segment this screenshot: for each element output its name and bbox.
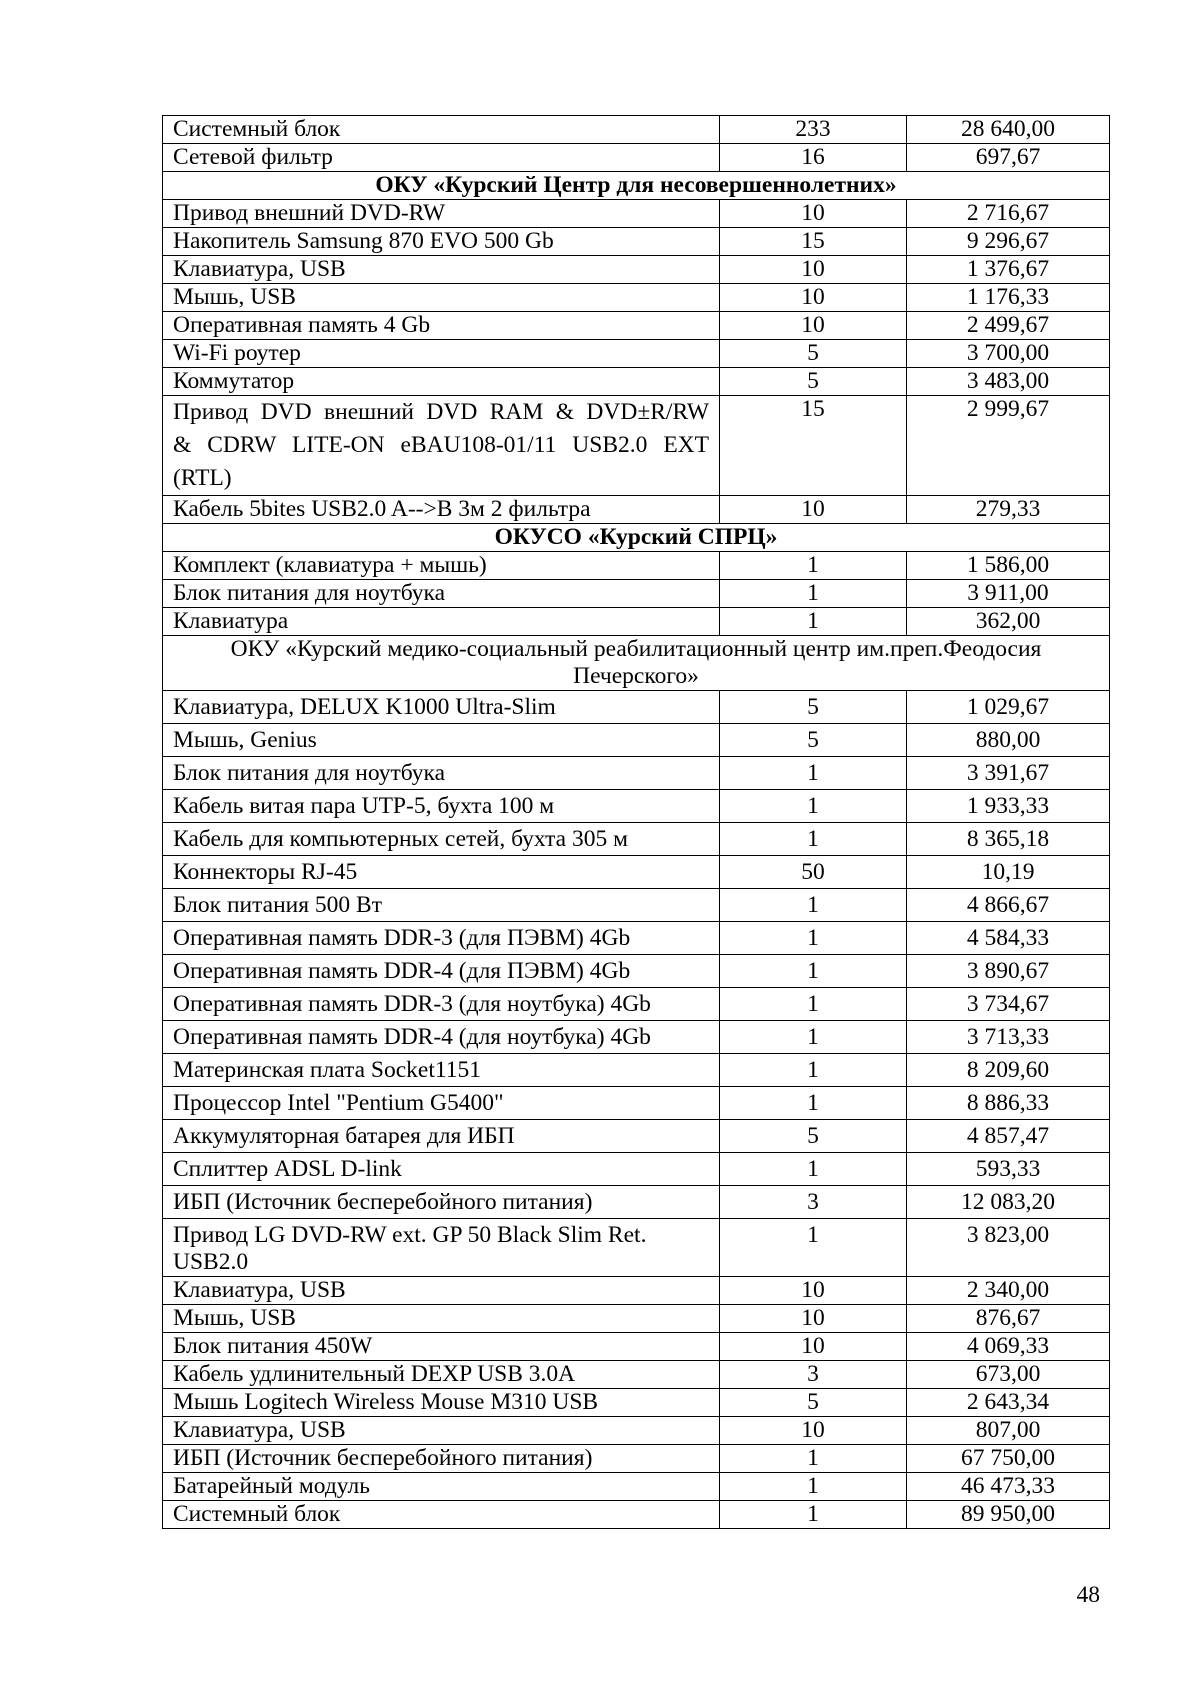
item-amount-cell: 1 933,33 — [907, 790, 1110, 823]
item-amount-cell: 2 999,67 — [907, 396, 1110, 496]
item-amount-cell: 8 886,33 — [907, 1087, 1110, 1120]
table-row — [163, 1501, 1110, 1529]
table-row — [163, 496, 1110, 524]
table-row — [163, 922, 1110, 955]
page-number: 48 — [1076, 1582, 1100, 1608]
item-quantity-cell: 1 — [720, 580, 907, 608]
section-title: ОКУ «Курский Центр для несовершеннолетних» — [163, 172, 1110, 200]
item-name-cell: Накопитель Samsung 870 EVO 500 Gb — [163, 228, 720, 256]
item-quantity-cell: 1 — [720, 552, 907, 580]
table-row — [163, 1219, 1110, 1277]
item-amount-cell: 3 890,67 — [907, 955, 1110, 988]
item-name-cell: Комплект (клавиатура + мышь) — [163, 552, 720, 580]
item-name-cell: Клавиатура — [163, 608, 720, 636]
item-quantity-cell: 10 — [720, 1277, 907, 1305]
item-amount-cell: 880,00 — [907, 724, 1110, 757]
item-name-cell: Системный блок — [163, 116, 720, 144]
item-quantity-cell: 10 — [720, 1305, 907, 1333]
table-row — [163, 889, 1110, 922]
section-header-row — [163, 172, 1110, 200]
item-amount-cell: 673,00 — [907, 1361, 1110, 1389]
item-amount-cell: 3 911,00 — [907, 580, 1110, 608]
table-row — [163, 396, 1110, 496]
item-amount-cell: 3 391,67 — [907, 757, 1110, 790]
item-quantity-cell: 1 — [720, 757, 907, 790]
item-name-cell: Кабель 5bites USB2.0 A-->B 3м 2 фильтра — [163, 496, 720, 524]
item-amount-cell: 4 584,33 — [907, 922, 1110, 955]
table-row — [163, 955, 1110, 988]
item-quantity-cell: 1 — [720, 889, 907, 922]
item-amount-cell: 4 857,47 — [907, 1120, 1110, 1153]
table-row — [163, 580, 1110, 608]
item-quantity-cell: 1 — [720, 988, 907, 1021]
item-quantity-cell: 5 — [720, 1389, 907, 1417]
item-name-cell: Оперативная память DDR-4 (для ноутбука) 4Gb — [163, 1021, 720, 1054]
item-amount-cell: 2 340,00 — [907, 1277, 1110, 1305]
item-amount-cell: 9 296,67 — [907, 228, 1110, 256]
item-amount-cell: 1 586,00 — [907, 552, 1110, 580]
table-row — [163, 1417, 1110, 1445]
item-amount-cell: 697,67 — [907, 144, 1110, 172]
item-name-cell: Клавиатура, DELUX K1000 Ultra-Slim — [163, 691, 720, 724]
item-quantity-cell: 10 — [720, 312, 907, 340]
item-name-cell: Батарейный модуль — [163, 1473, 720, 1501]
item-amount-cell: 89 950,00 — [907, 1501, 1110, 1529]
section-header-row — [163, 636, 1110, 691]
item-name-cell: Привод внешний DVD-RW — [163, 200, 720, 228]
item-quantity-cell: 10 — [720, 200, 907, 228]
item-quantity-cell: 16 — [720, 144, 907, 172]
item-amount-cell: 67 750,00 — [907, 1445, 1110, 1473]
item-amount-cell: 3 483,00 — [907, 368, 1110, 396]
item-quantity-cell: 1 — [720, 1087, 907, 1120]
table-row — [163, 228, 1110, 256]
item-quantity-cell: 1 — [720, 1501, 907, 1529]
item-amount-cell: 1 376,67 — [907, 256, 1110, 284]
table-row — [163, 1445, 1110, 1473]
table-row — [163, 116, 1110, 144]
item-amount-cell: 279,33 — [907, 496, 1110, 524]
item-amount-cell: 3 713,33 — [907, 1021, 1110, 1054]
item-name-cell: Клавиатура, USB — [163, 256, 720, 284]
item-quantity-cell: 1 — [720, 1021, 907, 1054]
equipment-table — [162, 115, 1110, 1529]
item-name-cell: Оперативная память DDR-4 (для ПЭВМ) 4Gb — [163, 955, 720, 988]
item-name-cell: Мышь, USB — [163, 284, 720, 312]
item-amount-cell: 593,33 — [907, 1153, 1110, 1186]
item-quantity-cell: 10 — [720, 256, 907, 284]
table-row — [163, 1389, 1110, 1417]
item-quantity-cell: 1 — [720, 608, 907, 636]
item-name-cell: Кабель для компьютерных сетей, бухта 305 м — [163, 823, 720, 856]
item-quantity-cell: 233 — [720, 116, 907, 144]
item-name-cell: Мышь Logitech Wireless Mouse M310 USB — [163, 1389, 720, 1417]
item-amount-cell: 28 640,00 — [907, 116, 1110, 144]
item-name-cell: Коннекторы RJ-45 — [163, 856, 720, 889]
item-amount-cell: 362,00 — [907, 608, 1110, 636]
item-name-cell: Сплиттер ADSL D-link — [163, 1153, 720, 1186]
item-amount-cell: 8 209,60 — [907, 1054, 1110, 1087]
item-name-cell: Кабель витая пара UTP-5, бухта 100 м — [163, 790, 720, 823]
item-amount-cell: 2 716,67 — [907, 200, 1110, 228]
item-quantity-cell: 1 — [720, 1473, 907, 1501]
item-quantity-cell: 1 — [720, 922, 907, 955]
item-quantity-cell: 3 — [720, 1186, 907, 1219]
item-quantity-cell: 1 — [720, 1219, 907, 1277]
item-name-cell: Аккумуляторная батарея для ИБП — [163, 1120, 720, 1153]
item-quantity-cell: 1 — [720, 1054, 907, 1087]
item-name-cell: Блок питания для ноутбука — [163, 580, 720, 608]
item-quantity-cell: 1 — [720, 790, 907, 823]
table-row — [163, 1333, 1110, 1361]
item-amount-cell: 3 823,00 — [907, 1219, 1110, 1277]
table-row — [163, 856, 1110, 889]
item-amount-cell: 876,67 — [907, 1305, 1110, 1333]
table-row — [163, 144, 1110, 172]
item-name-cell: Материнская плата Socket1151 — [163, 1054, 720, 1087]
item-name-cell: Сетевой фильтр — [163, 144, 720, 172]
table-row — [163, 1087, 1110, 1120]
item-name-cell: Блок питания 500 Вт — [163, 889, 720, 922]
item-amount-cell: 4 866,67 — [907, 889, 1110, 922]
table-row — [163, 1473, 1110, 1501]
item-name-cell: Wi-Fi роутер — [163, 340, 720, 368]
table-row — [163, 790, 1110, 823]
item-quantity-cell: 1 — [720, 1153, 907, 1186]
item-name-cell: Привод LG DVD-RW ext. GP 50 Black Slim Ret. USB2.0 — [163, 1219, 720, 1277]
section-title: ОКУ «Курский медико-социальный реабилитационный центр им.преп.Феодосия Печерского» — [163, 636, 1110, 691]
table-row — [163, 1120, 1110, 1153]
table-row — [163, 1186, 1110, 1219]
item-amount-cell: 4 069,33 — [907, 1333, 1110, 1361]
item-amount-cell: 807,00 — [907, 1417, 1110, 1445]
table-row — [163, 1277, 1110, 1305]
table-row — [163, 988, 1110, 1021]
item-quantity-cell: 1 — [720, 955, 907, 988]
item-name-cell: Клавиатура, USB — [163, 1417, 720, 1445]
table-row — [163, 1305, 1110, 1333]
item-quantity-cell: 5 — [720, 340, 907, 368]
item-quantity-cell: 15 — [720, 228, 907, 256]
item-name-cell: Кабель удлинительный DEXP USB 3.0A — [163, 1361, 720, 1389]
item-name-cell: Системный блок — [163, 1501, 720, 1529]
item-name-cell: ИБП (Источник бесперебойного питания) — [163, 1186, 720, 1219]
item-quantity-cell: 10 — [720, 1333, 907, 1361]
item-name-cell: Мышь, Genius — [163, 724, 720, 757]
section-title: ОКУСО «Курский СПРЦ» — [163, 524, 1110, 552]
item-amount-cell: 12 083,20 — [907, 1186, 1110, 1219]
item-name-cell: Коммутатор — [163, 368, 720, 396]
table-row — [163, 691, 1110, 724]
table-row — [163, 608, 1110, 636]
table-row — [163, 1021, 1110, 1054]
table-row — [163, 757, 1110, 790]
table-row — [163, 256, 1110, 284]
item-quantity-cell: 10 — [720, 1417, 907, 1445]
item-name-cell: Привод DVD внешний DVD RAM & DVD±R/RW & CDRW LITE-ON eBAU108-01/11 USB2.0 EXT (RTL) — [163, 396, 720, 496]
item-quantity-cell: 5 — [720, 368, 907, 396]
item-name-cell: Оперативная память DDR-3 (для ноутбука) 4Gb — [163, 988, 720, 1021]
item-quantity-cell: 5 — [720, 1120, 907, 1153]
table-row — [163, 724, 1110, 757]
item-quantity-cell: 10 — [720, 284, 907, 312]
item-amount-cell: 8 365,18 — [907, 823, 1110, 856]
table-row — [163, 1361, 1110, 1389]
item-quantity-cell: 50 — [720, 856, 907, 889]
item-quantity-cell: 1 — [720, 1445, 907, 1473]
item-name-cell: Блок питания 450W — [163, 1333, 720, 1361]
table-row — [163, 200, 1110, 228]
item-amount-cell: 1 176,33 — [907, 284, 1110, 312]
item-quantity-cell: 10 — [720, 496, 907, 524]
table-row — [163, 1054, 1110, 1087]
item-amount-cell: 2 643,34 — [907, 1389, 1110, 1417]
item-name-cell: Клавиатура, USB — [163, 1277, 720, 1305]
item-amount-cell: 3 700,00 — [907, 340, 1110, 368]
item-name-cell: Процессор Intel "Pentium G5400" — [163, 1087, 720, 1120]
item-quantity-cell: 1 — [720, 823, 907, 856]
section-header-row — [163, 524, 1110, 552]
table-row — [163, 823, 1110, 856]
table-row — [163, 552, 1110, 580]
item-quantity-cell: 3 — [720, 1361, 907, 1389]
item-amount-cell: 1 029,67 — [907, 691, 1110, 724]
item-amount-cell: 3 734,67 — [907, 988, 1110, 1021]
item-name-cell: ИБП (Источник бесперебойного питания) — [163, 1445, 720, 1473]
table-row — [163, 312, 1110, 340]
item-amount-cell: 2 499,67 — [907, 312, 1110, 340]
item-amount-cell: 10,19 — [907, 856, 1110, 889]
table-row — [163, 368, 1110, 396]
table-row — [163, 1153, 1110, 1186]
equipment-table-body — [163, 116, 1110, 1529]
table-row — [163, 340, 1110, 368]
item-quantity-cell: 5 — [720, 724, 907, 757]
item-quantity-cell: 15 — [720, 396, 907, 496]
item-name-cell: Блок питания для ноутбука — [163, 757, 720, 790]
item-quantity-cell: 5 — [720, 691, 907, 724]
item-name-cell: Оперативная память DDR-3 (для ПЭВМ) 4Gb — [163, 922, 720, 955]
item-name-cell: Мышь, USB — [163, 1305, 720, 1333]
item-amount-cell: 46 473,33 — [907, 1473, 1110, 1501]
item-name-cell: Оперативная память 4 Gb — [163, 312, 720, 340]
table-row — [163, 284, 1110, 312]
